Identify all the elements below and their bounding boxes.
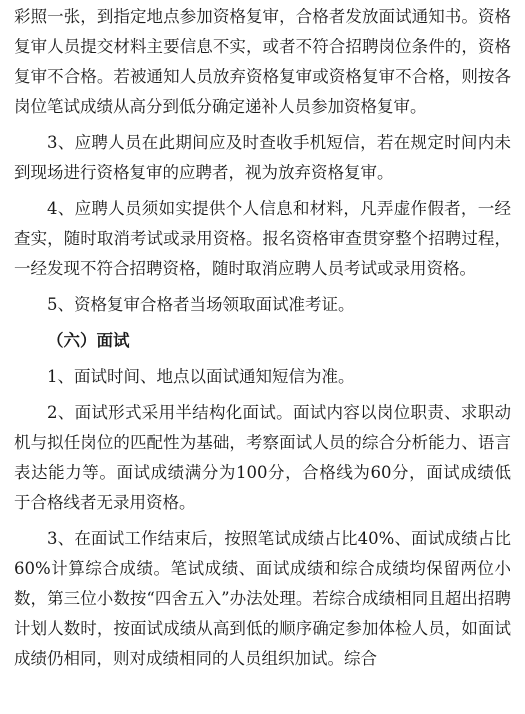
paragraph-item-4-truthful-info: 4、应聘人员须如实提供个人信息和材料，凡弄虚作假者，一经查实，随时取消考试或录用资格。报名资格审查贯穿整个招聘过程，一经发现不符合招聘资格，随时取消应聘人员考试或录用资格。 [14,199,511,278]
section-heading-interview: （六）面试 [47,331,130,350]
paragraph-item-3-sms-notice: 3、应聘人员在此期间应及时查收手机短信，若在规定时间内未到现场进行资格复审的应聘者，视为放弃资格复审。 [14,133,511,182]
paragraph-interview-item-1-time-place: 1、面试时间、地点以面试通知短信为准。 [47,367,355,386]
paragraph-interview-item-2-format: 2、面试形式采用半结构化面试。面试内容以岗位职责、求职动机与拟任岗位的匹配性为基础，考察面试人员的综合分析能力、语言表达能力等。面试成绩满分为100分，合格线为60分，面试成绩低于合格线者无录用资格。 [14,403,511,512]
paragraph-qualification-review-continued: 彩照一张，到指定地点参加资格复审，合格者发放面试通知书。资格复审人员提交材料主要信息不实，或者不符合招聘岗位条件的，资格复审不合格。若被通知人员放弃资格复审或资格复审不合格，则按各岗位笔试成绩从高分到低分确定递补人员参加资格复审。 [14,7,511,116]
paragraph-interview-item-3-scoring: 3、在面试工作结束后，按照笔试成绩占比40%、面试成绩占比60%计算综合成绩。笔试成绩、面试成绩和综合成绩均保留两位小数，第三位小数按“四舍五入”办法处理。若综合成绩相同且超出招聘计划人数时，按面试成绩从高到低的顺序确定参加体检人员，如面试成绩仍相同，则对成绩相同的人员组织加试。综合 [14,529,511,668]
paragraph-item-5-admission-ticket: 5、资格复审合格者当场领取面试准考证。 [47,295,355,314]
